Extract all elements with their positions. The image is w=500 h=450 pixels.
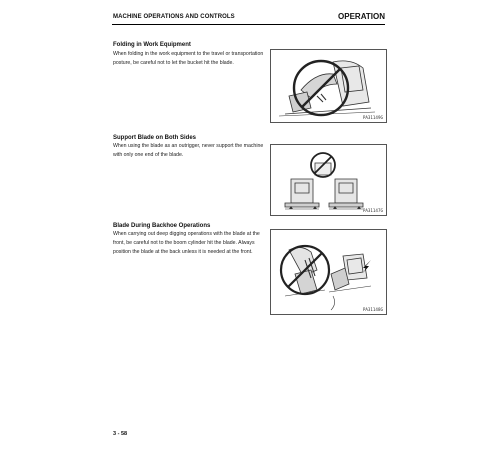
figure-support-blade (270, 144, 387, 216)
figure-code: PA31148G (362, 307, 383, 312)
section-body-blade-backhoe: When carrying out deep digging operations with the blade at the front, be careful not to the boom cylinder hit the blade. Always position the blade at the back unless it is needed at the front. (113, 231, 260, 255)
section-title-support-blade: Support Blade on Both Sides (113, 135, 197, 141)
header-rule (112, 24, 385, 25)
section-body-folding: When folding in the work equipment to the travel or transportation posture, be careful not to let the bucket hit the blade. (113, 51, 264, 66)
page-number: 3 - 58 (113, 431, 128, 437)
support-blade-illustration (271, 145, 386, 215)
figure-code: PA31147G (362, 208, 383, 213)
folding-illustration (271, 50, 386, 122)
blade-backhoe-illustration (271, 230, 386, 314)
section-body-support-blade: When using the blade as an outrigger, never support the machine with only one end of the blade. (113, 143, 264, 158)
figure-code: PA31149G (362, 115, 383, 120)
figure-folding-work-equipment (270, 49, 387, 123)
running-header-chapter: OPERATION (338, 12, 385, 21)
figure-blade-backhoe (270, 229, 387, 315)
section-title-blade-backhoe: Blade During Backhoe Operations (113, 223, 211, 229)
section-title-folding: Folding in Work Equipment (113, 42, 191, 48)
running-header-section: MACHINE OPERATIONS AND CONTROLS (113, 14, 235, 20)
